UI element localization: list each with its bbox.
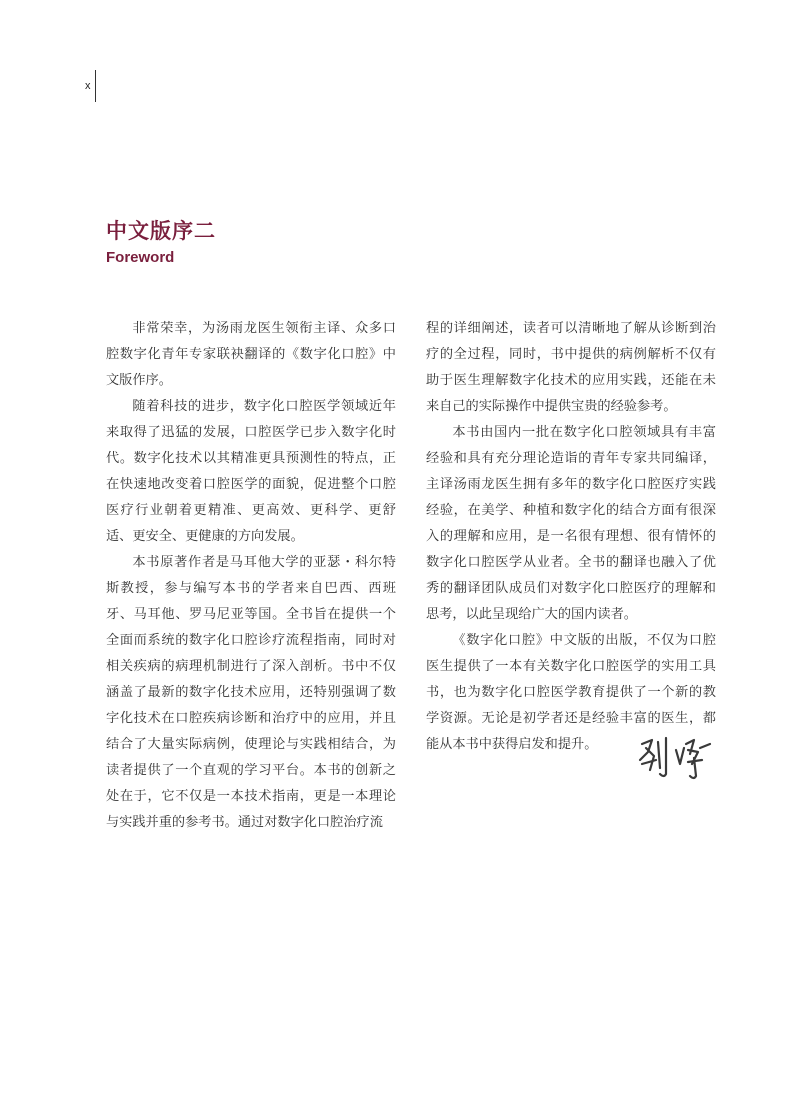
- paragraph-continued: 程的详细阐述，读者可以清晰地了解从诊断到治疗的全过程，同时，书中提供的病例解析不仅有助于医生理解数字化技术的应用实践，还能在未来自己的实际操作中提供宝贵的经验参考。: [426, 321, 716, 414]
- paragraph: 《数字化口腔》中文版的出版，不仅为口腔医生提供了一本有关数字化口腔医学的实用工具书，也为数字化口腔医学教育提供了一个新的教学资源。无论是初学者还是经验丰富的医生，都能从本书中获得启发和提升。: [426, 633, 716, 752]
- page-subtitle: Foreword: [106, 249, 175, 266]
- page-number: x: [85, 80, 91, 92]
- page-number-rule: [95, 70, 96, 102]
- paragraph: 非常荣幸，为汤雨龙医生领衔主译、众多口腔数字化青年专家联袂翻译的《数字化口腔》中文版作序。: [106, 321, 396, 388]
- page-title: 中文版序二: [106, 219, 216, 243]
- body-column-right: [426, 316, 716, 758]
- paragraph: 本书原著作者是马耳他大学的亚瑟・科尔特斯教授，参与编写本书的学者来自巴西、西班牙、马耳他、罗马尼亚等国。全书旨在提供一个全面而系统的数字化口腔诊疗流程指南，同时对相关疾病的病理机制进行了深入剖析。书中不仅涵盖了最新的数字化技术应用，还特别强调了数字化技术在口腔疾病诊断和治疗中的应用，并且结合了大量实际病例，使理论与实践相结合，为读者提供了一个直观的学习平台。本书的创新之处在于，它不仅是一本技术指南，更是一本理论与实践并重的参考书。通过对数字化口腔治疗流: [106, 555, 396, 830]
- body-column-left: [106, 316, 396, 836]
- paragraph: 随着科技的进步，数字化口腔医学领域近年来取得了迅猛的发展，口腔医学已步入数字化时代。数字化技术以其精准更具预测性的特点，正在快速地改变着口腔医学的面貌，促进整个口腔医疗行业朝着更精准、更高效、更科学、更舒适、更安全、更健康的方向发展。: [106, 399, 396, 544]
- paragraph: 本书由国内一批在数字化口腔领域具有丰富经验和具有充分理论造诣的青年专家共同编译，主译汤雨龙医生拥有多年的数字化口腔医疗实践经验，在美学、种植和数字化的结合方面有很深入的理解和应用，是一名很有理想、很有情怀的数字化口腔医学从业者。全书的翻译也融入了优秀的翻译团队成员们对数字化口腔医疗的理解和思考，以此呈现给广大的国内读者。: [426, 425, 716, 622]
- signature-icon: [636, 730, 716, 786]
